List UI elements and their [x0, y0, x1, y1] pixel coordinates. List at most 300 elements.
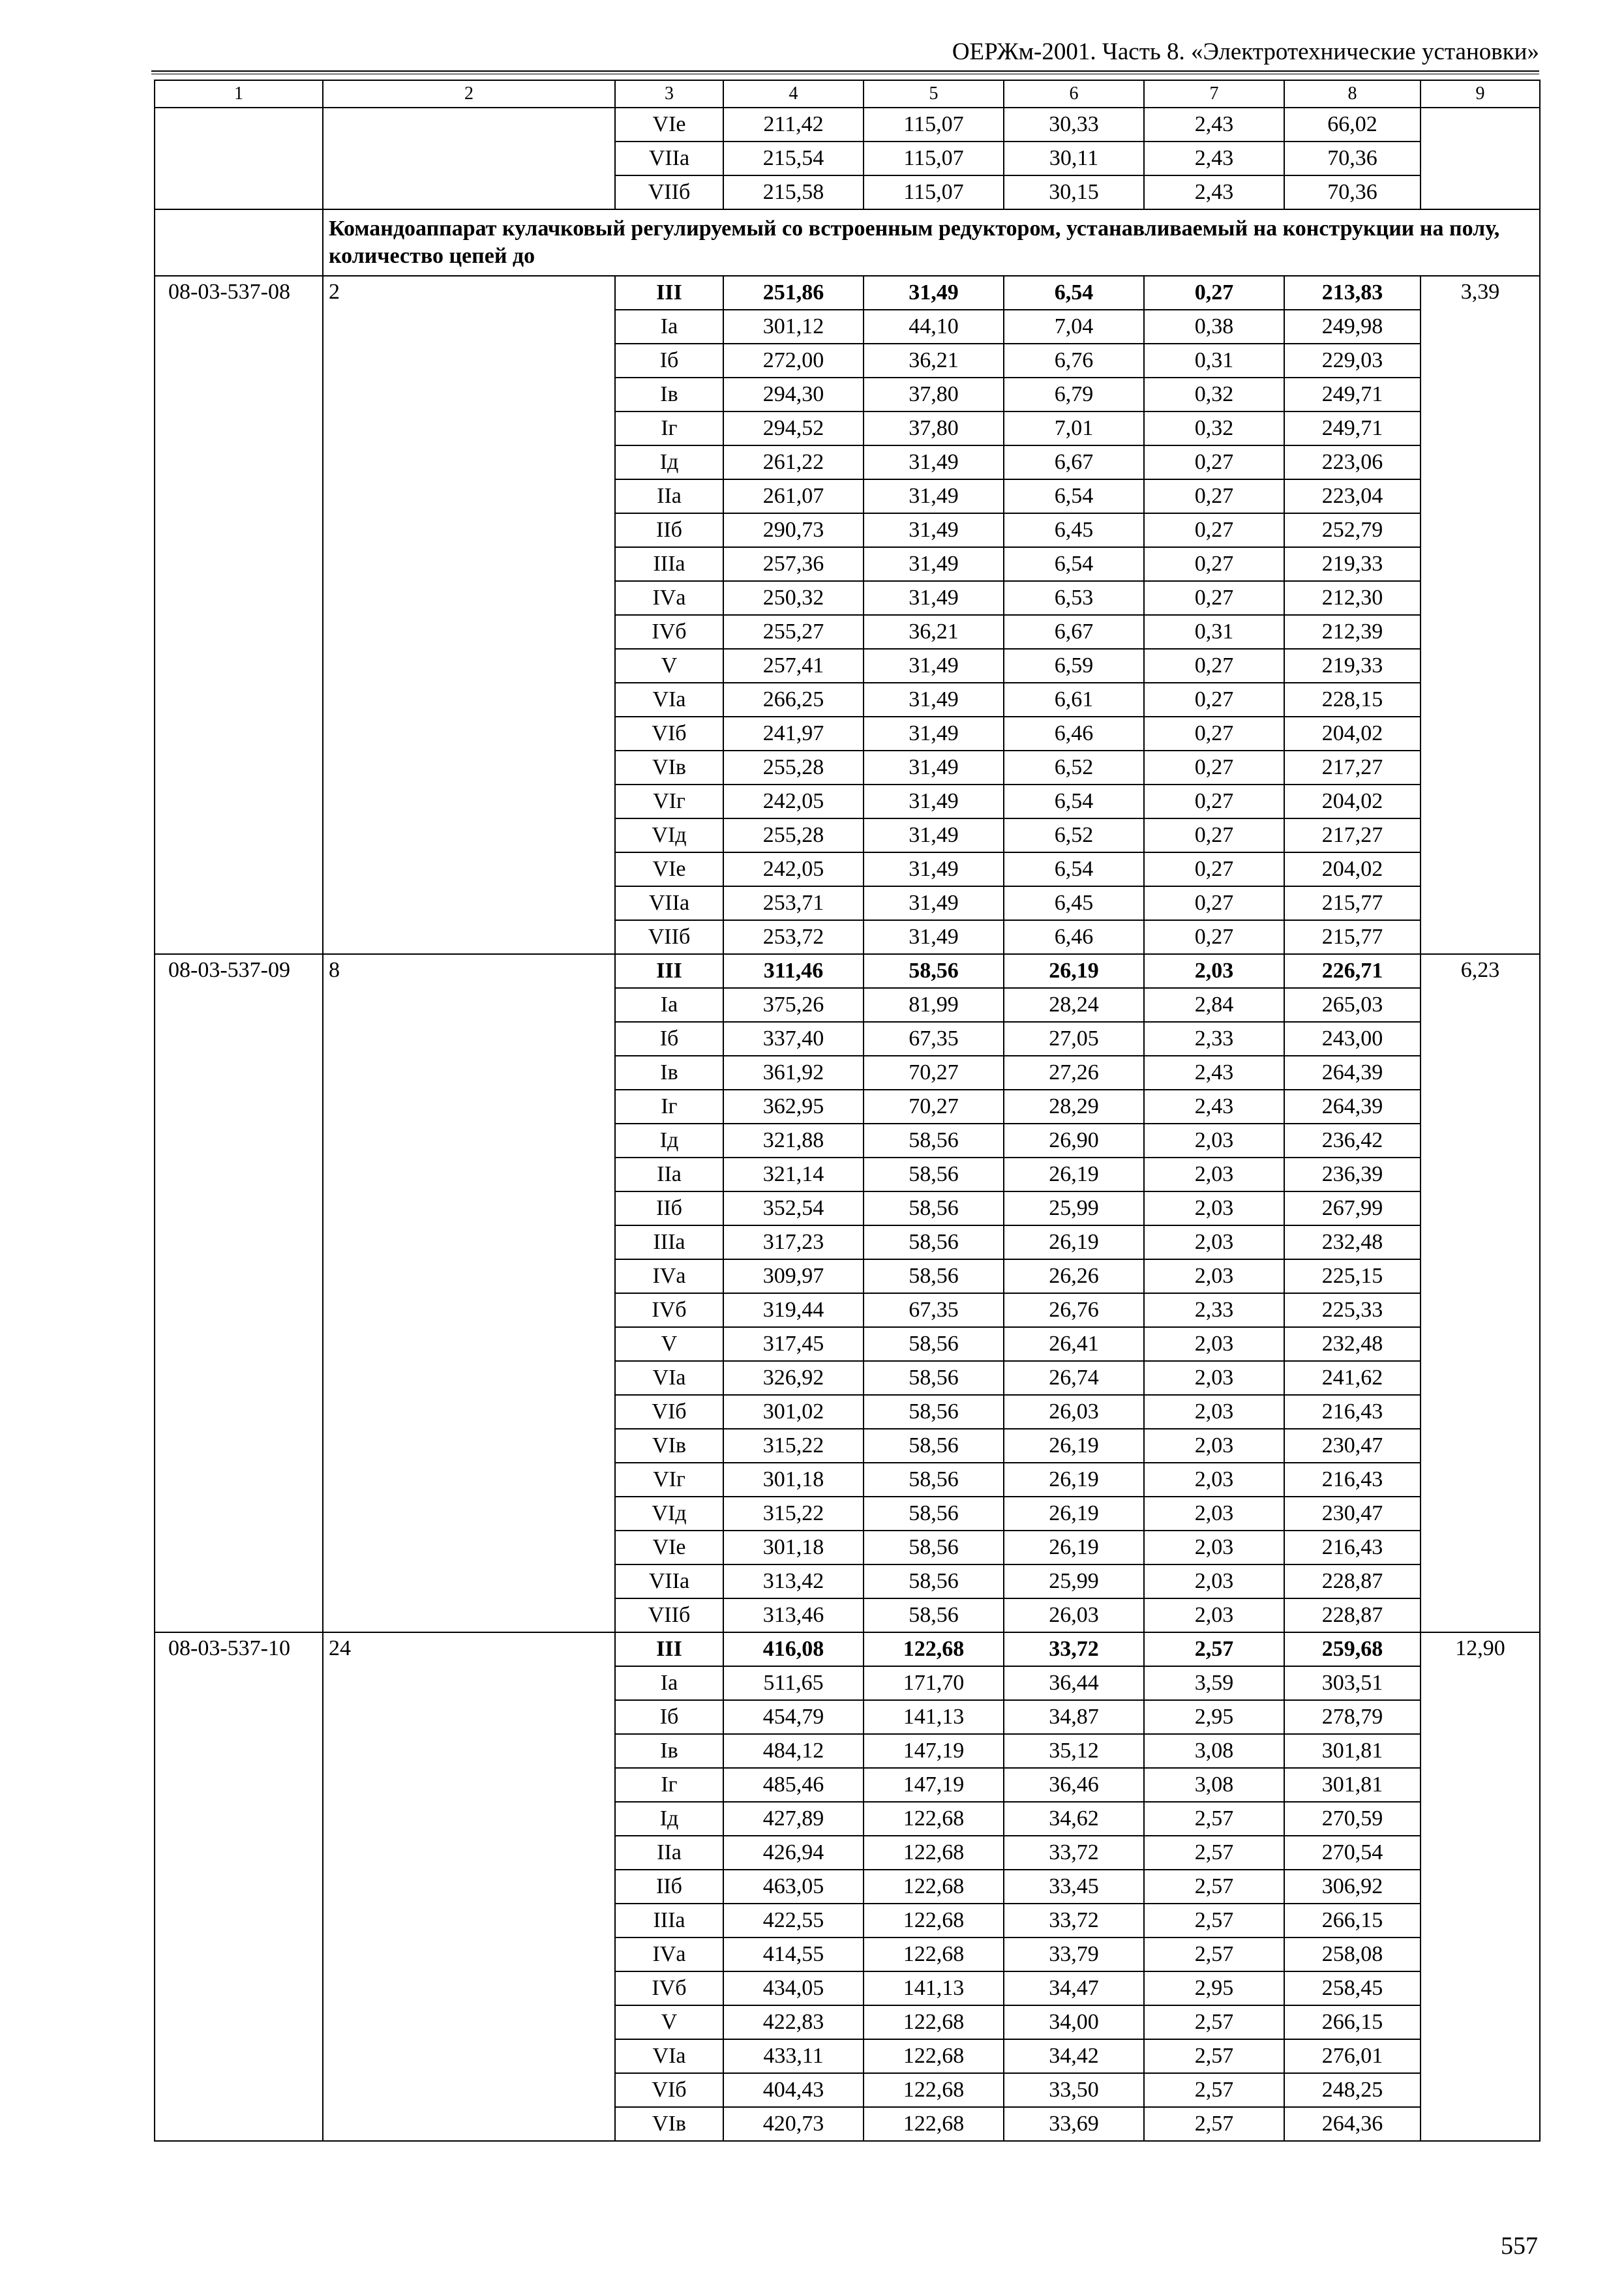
value-cell: 0,27	[1144, 649, 1284, 683]
value-cell: 215,77	[1284, 920, 1421, 954]
value-cell: 264,39	[1284, 1090, 1421, 1124]
value-cell: 31,49	[864, 547, 1004, 581]
value-cell: 216,43	[1284, 1395, 1421, 1429]
value-cell: 36,21	[864, 615, 1004, 649]
value-cell: 2,03	[1144, 1158, 1284, 1191]
value-cell: 37,80	[864, 378, 1004, 411]
value-cell: 2,03	[1144, 1531, 1284, 1564]
value-cell: 317,23	[723, 1225, 864, 1259]
value-cell: 122,68	[864, 1870, 1004, 1904]
value-cell: 6,67	[1004, 615, 1144, 649]
value-cell: 70,36	[1284, 175, 1421, 209]
table-row	[155, 954, 1540, 988]
zone-cell: Iа	[615, 988, 723, 1022]
zone-cell: Iв	[615, 378, 723, 411]
value-cell: 2,95	[1144, 1971, 1284, 2005]
value-cell: 25,99	[1004, 1564, 1144, 1598]
value-cell: 31,49	[864, 445, 1004, 479]
value-cell: 26,03	[1004, 1598, 1144, 1632]
value-cell: 223,04	[1284, 479, 1421, 513]
value-cell: 2,57	[1144, 1836, 1284, 1870]
value-cell: 265,03	[1284, 988, 1421, 1022]
zone-cell: VIб	[615, 1395, 723, 1429]
value-cell: 225,33	[1284, 1293, 1421, 1327]
value-cell: 3,08	[1144, 1768, 1284, 1802]
page-header-title: ОЕРЖм-2001. Часть 8. «Электротехнические установки»	[952, 38, 1539, 65]
value-cell: 204,02	[1284, 852, 1421, 886]
value-cell: 58,56	[864, 1361, 1004, 1395]
value-cell: 6,54	[1004, 276, 1144, 310]
column-number: 3	[615, 80, 723, 108]
value-cell: 2,03	[1144, 1124, 1284, 1158]
code-cell: 08-03-537-10	[155, 1632, 323, 2141]
value-cell: 228,87	[1284, 1564, 1421, 1598]
value-cell: 326,92	[723, 1361, 864, 1395]
value-cell: 223,06	[1284, 445, 1421, 479]
value-cell: 3,08	[1144, 1734, 1284, 1768]
value-cell: 36,21	[864, 344, 1004, 378]
value-cell: 58,56	[864, 954, 1004, 988]
value-cell: 6,46	[1004, 920, 1144, 954]
value-cell: 225,15	[1284, 1259, 1421, 1293]
value-cell: 242,05	[723, 785, 864, 818]
value-cell: 122,68	[864, 1836, 1004, 1870]
value-cell: 303,51	[1284, 1666, 1421, 1700]
value-cell: 236,42	[1284, 1124, 1421, 1158]
value-cell: 2,57	[1144, 2005, 1284, 2039]
value-cell: 375,26	[723, 988, 864, 1022]
value-cell: 31,49	[864, 785, 1004, 818]
table-row	[155, 108, 1540, 142]
value-cell: 26,41	[1004, 1327, 1144, 1361]
value-cell: 0,27	[1144, 581, 1284, 615]
column-number: 1	[155, 80, 323, 108]
zone-cell: VIб	[615, 717, 723, 751]
value-cell: 226,71	[1284, 954, 1421, 988]
zone-cell: IIIа	[615, 547, 723, 581]
value-cell: 361,92	[723, 1056, 864, 1090]
last-cell: 6,23	[1421, 954, 1540, 1632]
value-cell: 228,87	[1284, 1598, 1421, 1632]
value-cell: 2,57	[1144, 2107, 1284, 2141]
value-cell: 31,49	[864, 513, 1004, 547]
value-cell: 215,58	[723, 175, 864, 209]
value-cell: 2,03	[1144, 1395, 1284, 1429]
value-cell: 81,99	[864, 988, 1004, 1022]
section-row	[155, 209, 1540, 276]
zone-cell: III	[615, 276, 723, 310]
value-cell: 33,69	[1004, 2107, 1144, 2141]
value-cell: 257,41	[723, 649, 864, 683]
value-cell: 67,35	[864, 1293, 1004, 1327]
value-cell: 255,27	[723, 615, 864, 649]
zone-cell: VIIб	[615, 920, 723, 954]
value-cell: 232,48	[1284, 1327, 1421, 1361]
value-cell: 294,52	[723, 411, 864, 445]
value-cell: 6,79	[1004, 378, 1144, 411]
code-cell	[155, 108, 323, 209]
zone-cell: IIб	[615, 513, 723, 547]
value-cell: 422,55	[723, 1904, 864, 1937]
value-cell: 236,39	[1284, 1158, 1421, 1191]
value-cell: 25,99	[1004, 1191, 1144, 1225]
value-cell: 258,45	[1284, 1971, 1421, 2005]
value-cell: 306,92	[1284, 1870, 1421, 1904]
value-cell: 6,54	[1004, 479, 1144, 513]
value-cell: 2,03	[1144, 1327, 1284, 1361]
value-cell: 219,33	[1284, 547, 1421, 581]
zone-cell: IIа	[615, 479, 723, 513]
value-cell: 258,08	[1284, 1937, 1421, 1971]
value-cell: 6,54	[1004, 547, 1144, 581]
value-cell: 58,56	[864, 1124, 1004, 1158]
value-cell: 122,68	[864, 1904, 1004, 1937]
zone-cell: Iа	[615, 1666, 723, 1700]
value-cell: 2,57	[1144, 1632, 1284, 1666]
value-cell: 122,68	[864, 1632, 1004, 1666]
zone-cell: VIа	[615, 683, 723, 717]
value-cell: 434,05	[723, 1971, 864, 2005]
value-cell: 249,71	[1284, 411, 1421, 445]
value-cell: 0,27	[1144, 683, 1284, 717]
value-cell: 242,05	[723, 852, 864, 886]
value-cell: 301,81	[1284, 1734, 1421, 1768]
value-cell: 0,31	[1144, 344, 1284, 378]
value-cell: 315,22	[723, 1429, 864, 1463]
value-cell: 58,56	[864, 1327, 1004, 1361]
value-cell: 27,05	[1004, 1022, 1144, 1056]
rates-table-body	[155, 80, 1540, 2141]
value-cell: 267,99	[1284, 1191, 1421, 1225]
zone-cell: IVа	[615, 1937, 723, 1971]
value-cell: 0,27	[1144, 886, 1284, 920]
zone-cell: IVб	[615, 1293, 723, 1327]
value-cell: 0,27	[1144, 445, 1284, 479]
value-cell: 0,27	[1144, 513, 1284, 547]
value-cell: 26,19	[1004, 954, 1144, 988]
last-cell: 12,90	[1421, 1632, 1540, 2141]
value-cell: 2,43	[1144, 108, 1284, 142]
zone-cell: VIв	[615, 1429, 723, 1463]
count-cell: 8	[323, 954, 615, 1632]
value-cell: 212,30	[1284, 581, 1421, 615]
value-cell: 70,36	[1284, 142, 1421, 175]
value-cell: 278,79	[1284, 1700, 1421, 1734]
value-cell: 6,45	[1004, 886, 1144, 920]
value-cell: 6,76	[1004, 344, 1144, 378]
value-cell: 31,49	[864, 649, 1004, 683]
value-cell: 2,03	[1144, 1564, 1284, 1598]
value-cell: 230,47	[1284, 1497, 1421, 1531]
code-cell: 08-03-537-09	[155, 954, 323, 1632]
zone-cell: Iб	[615, 344, 723, 378]
zone-cell: VIе	[615, 108, 723, 142]
value-cell: 2,57	[1144, 1870, 1284, 1904]
value-cell: 0,38	[1144, 310, 1284, 344]
value-cell: 58,56	[864, 1497, 1004, 1531]
value-cell: 0,27	[1144, 785, 1284, 818]
value-cell: 58,56	[864, 1191, 1004, 1225]
value-cell: 115,07	[864, 175, 1004, 209]
value-cell: 26,19	[1004, 1429, 1144, 1463]
value-cell: 243,00	[1284, 1022, 1421, 1056]
value-cell: 34,00	[1004, 2005, 1144, 2039]
value-cell: 404,43	[723, 2073, 864, 2107]
zone-cell: VIIа	[615, 142, 723, 175]
value-cell: 141,13	[864, 1700, 1004, 1734]
value-cell: 141,13	[864, 1971, 1004, 2005]
value-cell: 30,15	[1004, 175, 1144, 209]
value-cell: 66,02	[1284, 108, 1421, 142]
zone-cell: VIб	[615, 2073, 723, 2107]
value-cell: 70,27	[864, 1056, 1004, 1090]
value-cell: 211,42	[723, 108, 864, 142]
value-cell: 0,32	[1144, 411, 1284, 445]
value-cell: 253,72	[723, 920, 864, 954]
value-cell: 2,43	[1144, 142, 1284, 175]
zone-cell: IIб	[615, 1191, 723, 1225]
value-cell: 2,43	[1144, 1090, 1284, 1124]
value-cell: 36,44	[1004, 1666, 1144, 1700]
value-cell: 0,27	[1144, 717, 1284, 751]
value-cell: 31,49	[864, 886, 1004, 920]
value-cell: 249,98	[1284, 310, 1421, 344]
zone-cell: IVа	[615, 1259, 723, 1293]
value-cell: 0,32	[1144, 378, 1284, 411]
section-blank-cell	[155, 209, 323, 276]
zone-cell: VIе	[615, 1531, 723, 1564]
zone-cell: Iг	[615, 1090, 723, 1124]
zone-cell: VIг	[615, 785, 723, 818]
value-cell: 511,65	[723, 1666, 864, 1700]
code-cell: 08-03-537-08	[155, 276, 323, 954]
value-cell: 6,53	[1004, 581, 1144, 615]
column-number: 5	[864, 80, 1004, 108]
value-cell: 26,19	[1004, 1158, 1144, 1191]
page-number: 557	[1501, 2232, 1538, 2260]
zone-cell: VIе	[615, 852, 723, 886]
value-cell: 34,62	[1004, 1802, 1144, 1836]
value-cell: 2,33	[1144, 1022, 1284, 1056]
section-title: Командоаппарат кулачковый регулируемый со встроенным редуктором, устанавливаемый на конструкции на полу, количество цепей до	[323, 209, 1540, 276]
zone-cell: IIIа	[615, 1225, 723, 1259]
value-cell: 315,22	[723, 1497, 864, 1531]
value-cell: 0,27	[1144, 276, 1284, 310]
count-cell: 2	[323, 276, 615, 954]
column-number: 9	[1421, 80, 1540, 108]
value-cell: 33,72	[1004, 1904, 1144, 1937]
value-cell: 0,27	[1144, 852, 1284, 886]
value-cell: 122,68	[864, 1802, 1004, 1836]
value-cell: 217,27	[1284, 751, 1421, 785]
header-rule	[151, 70, 1539, 72]
zone-cell: Iд	[615, 1124, 723, 1158]
value-cell: 309,97	[723, 1259, 864, 1293]
value-cell: 311,46	[723, 954, 864, 988]
value-cell: 313,46	[723, 1598, 864, 1632]
value-cell: 2,03	[1144, 1259, 1284, 1293]
value-cell: 270,54	[1284, 1836, 1421, 1870]
zone-cell: VIIб	[615, 1598, 723, 1632]
last-cell: 3,39	[1421, 276, 1540, 954]
value-cell: 317,45	[723, 1327, 864, 1361]
column-number: 7	[1144, 80, 1284, 108]
zone-cell: IVб	[615, 615, 723, 649]
value-cell: 261,07	[723, 479, 864, 513]
value-cell: 321,14	[723, 1158, 864, 1191]
zone-cell: VIв	[615, 2107, 723, 2141]
value-cell: 2,03	[1144, 1598, 1284, 1632]
column-number: 2	[323, 80, 615, 108]
value-cell: 31,49	[864, 920, 1004, 954]
value-cell: 6,54	[1004, 785, 1144, 818]
value-cell: 122,68	[864, 2039, 1004, 2073]
value-cell: 266,15	[1284, 2005, 1421, 2039]
value-cell: 44,10	[864, 310, 1004, 344]
value-cell: 58,56	[864, 1531, 1004, 1564]
value-cell: 228,15	[1284, 683, 1421, 717]
value-cell: 261,22	[723, 445, 864, 479]
value-cell: 58,56	[864, 1598, 1004, 1632]
count-cell: 24	[323, 1632, 615, 2141]
value-cell: 36,46	[1004, 1768, 1144, 1802]
value-cell: 2,33	[1144, 1293, 1284, 1327]
value-cell: 2,03	[1144, 1191, 1284, 1225]
zone-cell: VIа	[615, 1361, 723, 1395]
value-cell: 26,26	[1004, 1259, 1144, 1293]
value-cell: 26,90	[1004, 1124, 1144, 1158]
value-cell: 301,81	[1284, 1768, 1421, 1802]
value-cell: 35,12	[1004, 1734, 1144, 1768]
zone-cell: VIIа	[615, 1564, 723, 1598]
value-cell: 122,68	[864, 2005, 1004, 2039]
value-cell: 37,80	[864, 411, 1004, 445]
value-cell: 31,49	[864, 479, 1004, 513]
value-cell: 264,36	[1284, 2107, 1421, 2141]
value-cell: 259,68	[1284, 1632, 1421, 1666]
value-cell: 26,76	[1004, 1293, 1144, 1327]
value-cell: 454,79	[723, 1700, 864, 1734]
value-cell: 26,19	[1004, 1531, 1144, 1564]
table-row	[155, 1632, 1540, 1666]
zone-cell: VIг	[615, 1463, 723, 1497]
value-cell: 27,26	[1004, 1056, 1144, 1090]
column-number-row	[155, 80, 1540, 108]
value-cell: 241,97	[723, 717, 864, 751]
zone-cell: Iв	[615, 1734, 723, 1768]
value-cell: 30,11	[1004, 142, 1144, 175]
value-cell: 31,49	[864, 581, 1004, 615]
value-cell: 0,27	[1144, 920, 1284, 954]
value-cell: 2,43	[1144, 175, 1284, 209]
value-cell: 362,95	[723, 1090, 864, 1124]
value-cell: 248,25	[1284, 2073, 1421, 2107]
zone-cell: IIIа	[615, 1904, 723, 1937]
value-cell: 6,52	[1004, 751, 1144, 785]
count-cell	[323, 108, 615, 209]
value-cell: 33,45	[1004, 1870, 1144, 1904]
value-cell: 122,68	[864, 1937, 1004, 1971]
zone-cell: VIв	[615, 751, 723, 785]
zone-cell: IIа	[615, 1836, 723, 1870]
rates-table	[154, 80, 1541, 2142]
value-cell: 34,47	[1004, 1971, 1144, 2005]
value-cell: 215,77	[1284, 886, 1421, 920]
value-cell: 264,39	[1284, 1056, 1421, 1090]
value-cell: 0,31	[1144, 615, 1284, 649]
column-number: 6	[1004, 80, 1144, 108]
zone-cell: IVб	[615, 1971, 723, 2005]
value-cell: 115,07	[864, 108, 1004, 142]
zone-cell: III	[615, 1632, 723, 1666]
value-cell: 420,73	[723, 2107, 864, 2141]
zone-cell: Iд	[615, 445, 723, 479]
zone-cell: Iв	[615, 1056, 723, 1090]
zone-cell: VIд	[615, 818, 723, 852]
value-cell: 0,27	[1144, 818, 1284, 852]
value-cell: 122,68	[864, 2073, 1004, 2107]
value-cell: 58,56	[864, 1395, 1004, 1429]
value-cell: 33,72	[1004, 1836, 1144, 1870]
value-cell: 313,42	[723, 1564, 864, 1598]
value-cell: 215,54	[723, 142, 864, 175]
zone-cell: IVа	[615, 581, 723, 615]
value-cell: 2,43	[1144, 1056, 1284, 1090]
zone-cell: V	[615, 649, 723, 683]
value-cell: 253,71	[723, 886, 864, 920]
value-cell: 337,40	[723, 1022, 864, 1056]
value-cell: 276,01	[1284, 2039, 1421, 2073]
value-cell: 301,18	[723, 1531, 864, 1564]
value-cell: 266,25	[723, 683, 864, 717]
value-cell: 0,27	[1144, 547, 1284, 581]
zone-cell: VIIа	[615, 886, 723, 920]
value-cell: 241,62	[1284, 1361, 1421, 1395]
value-cell: 31,49	[864, 276, 1004, 310]
value-cell: 58,56	[864, 1259, 1004, 1293]
value-cell: 426,94	[723, 1836, 864, 1870]
value-cell: 31,49	[864, 818, 1004, 852]
value-cell: 266,15	[1284, 1904, 1421, 1937]
value-cell: 216,43	[1284, 1463, 1421, 1497]
value-cell: 0,27	[1144, 751, 1284, 785]
value-cell: 301,18	[723, 1463, 864, 1497]
value-cell: 2,03	[1144, 1463, 1284, 1497]
value-cell: 485,46	[723, 1768, 864, 1802]
value-cell: 2,84	[1144, 988, 1284, 1022]
value-cell: 58,56	[864, 1429, 1004, 1463]
value-cell: 213,83	[1284, 276, 1421, 310]
zone-cell: V	[615, 1327, 723, 1361]
zone-cell: Iа	[615, 310, 723, 344]
value-cell: 7,01	[1004, 411, 1144, 445]
value-cell: 255,28	[723, 818, 864, 852]
value-cell: 31,49	[864, 717, 1004, 751]
zone-cell: Iг	[615, 411, 723, 445]
value-cell: 249,71	[1284, 378, 1421, 411]
value-cell: 58,56	[864, 1225, 1004, 1259]
zone-cell: Iб	[615, 1022, 723, 1056]
value-cell: 34,42	[1004, 2039, 1144, 2073]
value-cell: 33,50	[1004, 2073, 1144, 2107]
value-cell: 219,33	[1284, 649, 1421, 683]
value-cell: 2,57	[1144, 1802, 1284, 1836]
value-cell: 232,48	[1284, 1225, 1421, 1259]
value-cell: 216,43	[1284, 1531, 1421, 1564]
value-cell: 26,03	[1004, 1395, 1144, 1429]
value-cell: 2,03	[1144, 1497, 1284, 1531]
value-cell: 58,56	[864, 1158, 1004, 1191]
